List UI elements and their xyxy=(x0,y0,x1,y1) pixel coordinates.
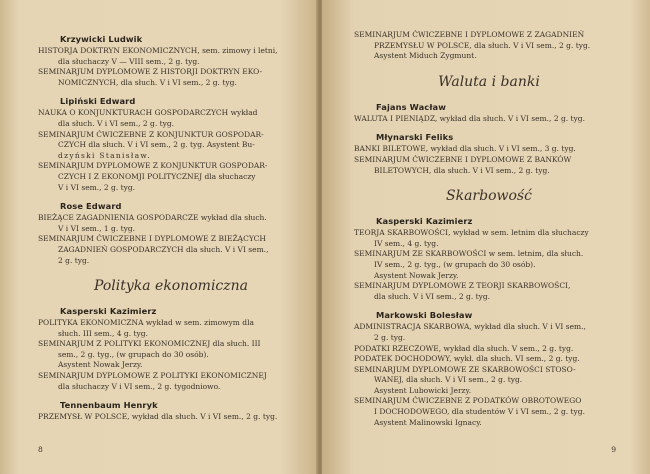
course-line: PODATKI RZECZOWE, wykład dla słuch. V sem., 2 g. tyg. xyxy=(354,343,574,353)
course-line: SEMINARJUM DYPLOMOWE ZE SKARBOWOŚCI STOSO- xyxy=(354,364,576,374)
course-line: SEMINARJUM ĆWICZEBNE I DYPLOMOWE Z BIEŻĄCYCH xyxy=(38,234,266,244)
course-line: SEMINARJUM ĆWICZEBNE Z KONJUNKTUR GOSPODAR- xyxy=(38,129,264,139)
course-block xyxy=(354,216,624,302)
right-page xyxy=(322,0,650,474)
course-block xyxy=(38,306,304,392)
lecturer-name: Kasperski Kazimierz xyxy=(60,306,157,317)
course-line: SEMINARJUM DYPLOMOWE Z KONJUNKTUR GOSPODAR- xyxy=(38,161,268,171)
lecturer-name: Tennenbaum Henryk xyxy=(60,400,158,411)
course-line: słuch. III sem., 4 g. tyg. xyxy=(58,328,148,338)
course-line: Asystent Nowak Jerzy. xyxy=(374,270,459,280)
course-line: dzyński Stanisław. xyxy=(58,150,151,160)
lecturer-name: Markowski Bolesław xyxy=(376,310,473,321)
section-title: Polityka ekonomiczna xyxy=(93,278,249,295)
course-block xyxy=(354,132,624,176)
course-line: SEMINARJUM ĆWICZEBNE Z PODATKÓW OBROTOWEGO xyxy=(354,396,582,406)
lecturer-name: Rose Edward xyxy=(60,201,122,212)
course-line: ZAGADNIEŃ GOSPODARCZYCH dla słuch. V i VI sem., xyxy=(58,244,269,254)
course-line: SEMINARJUM DYPLOMOWE Z HISTORJI DOKTRYN EKO- xyxy=(38,67,263,77)
page-number: 8 xyxy=(38,445,43,454)
course-line: PRZEMYSŁU W POLSCE, dla słuch. V i VI sem., 2 g. tyg. xyxy=(374,40,591,50)
left-page xyxy=(0,0,318,474)
course-line: SEMINARJUM DYPLOMOWE Z POLITYKI EKONOMICZNEJ xyxy=(38,371,267,381)
lecturer-name: Fajans Wacław xyxy=(376,101,446,112)
course-line: dla słuchaczy V — VIII sem., 2 g. tyg. xyxy=(58,56,200,66)
course-line: 2 g. tyg. xyxy=(58,255,90,265)
course-line: V i VI sem., 1 g. tyg. xyxy=(58,223,136,233)
lecturer-name: Lipiński Edward xyxy=(60,96,136,107)
course-line: SEMINARJUM ĆWICZEBNE I DYPLOMOWE Z BANKÓW xyxy=(354,154,572,164)
course-line: IV sem., 4 g. tyg. xyxy=(374,238,439,248)
course-line: WANEJ, dla słuch. V i VI sem., 2 g. tyg. xyxy=(374,375,523,385)
course-line: SEMINARJUM Z POLITYKI EKONOMICZNEJ dla słuch. III xyxy=(38,339,261,349)
course-line: 2 g. tyg. xyxy=(374,332,406,342)
course-line: Asystent Malinowski Ignacy. xyxy=(374,417,482,427)
course-block xyxy=(38,201,304,266)
course-line: Asystent Nowak Jerzy. xyxy=(58,360,143,370)
course-line: SEMINARJUM DYPLOMOWE Z TEORJI SKARBOWOŚCI, xyxy=(354,281,571,291)
course-line: BIEŻĄCE ZAGADNIENIA GOSPODARCZE wykład dla słuch. xyxy=(38,213,267,223)
course-block xyxy=(38,34,304,88)
course-line: Asystent Miduch Zygmunt. xyxy=(374,51,477,61)
course-line: V i VI sem., 2 g. tyg. xyxy=(58,182,136,192)
course-line: dla słuchaczy V i VI sem., 2 g. tygodniowo. xyxy=(58,381,221,391)
course-line: CZYCH dla słuch. V i VI sem., 2 g. tyg. Asystent Bu- xyxy=(58,140,255,150)
lecturer-name: Kasperski Kazimierz xyxy=(376,216,473,227)
course-block xyxy=(354,30,624,62)
course-line: BILETOWYCH, dla słuch. V i VI sem., 2 g. tyg. xyxy=(374,165,550,175)
course-line: PRZEMYSŁ W POLSCE, wykład dla słuch. V i VI sem., 2 g. tyg. xyxy=(38,412,278,422)
course-line: HISTORJA DOKTRYN EKONOMICZNYCH, sem. zimowy i letni, xyxy=(38,46,278,55)
course-block xyxy=(354,310,624,428)
course-line: IV sem., 2 g. tyg., (w grupach do 30 osób). xyxy=(374,259,536,269)
course-line: ADMINISTRACJA SKARBOWA, wykład dla słuch. V i VI sem., xyxy=(354,322,586,332)
course-line: NAUKA O KONJUNKTURACH GOSPODARCZYCH wykład xyxy=(38,108,258,118)
course-line: Asystent Lubowicki Jerzy. xyxy=(374,385,472,395)
course-line: I DOCHODOWEGO, dla studentów V i VI sem., 2 g. tyg. xyxy=(374,407,585,417)
course-block xyxy=(38,96,304,193)
course-line: PODATEK DOCHODOWY, wykł. dla słuch. VI sem., 2 g. tyg. xyxy=(354,354,580,364)
course-line: BANKI BILETOWE, wykład dla słuch. V i VI sem., 3 g. tyg. xyxy=(354,144,576,154)
course-line: TEORJA SKARBOWOŚCI, wykład w sem. letnim dla słuchaczy xyxy=(354,228,589,238)
course-line: POLITYKA EKONOMICZNA wykład w sem. zimowym dla xyxy=(38,318,254,328)
course-line: SEMINARJUM ĆWICZEBNE I DYPLOMOWE Z ZAGADNIEŃ xyxy=(354,30,585,39)
lecturer-name: Krzywicki Ludwik xyxy=(60,34,143,44)
course-line: WALUTA I PIENIĄDZ, wykład dla słuch. V i VI sem., 2 g. tyg. xyxy=(354,113,585,123)
course-line: CZYCH I Z EKONOMJI POLITYCZNEJ dla słuchaczy xyxy=(58,171,256,181)
course-line: NOMICZNYCH, dla słuch. V i VI sem., 2 g. tyg. xyxy=(58,77,237,87)
course-line: dla słuch. V i VI sem., 2 g. tyg. xyxy=(374,291,491,301)
course-block xyxy=(38,400,304,423)
section-title: Waluta i banki xyxy=(438,73,540,90)
course-block xyxy=(354,102,624,125)
course-line: SEMINARJUM ZE SKARBOWOŚCI w sem. letnim, dla słuch. xyxy=(354,249,584,259)
page-number: 9 xyxy=(611,445,616,454)
section-title: Skarbowość xyxy=(446,188,532,205)
course-line: dla słuch. V i VI sem., 2 g. tyg. xyxy=(58,118,175,128)
course-line: sem., 2 g. tyg., (w grupach do 30 osób). xyxy=(58,349,209,359)
lecturer-name: Młynarski Feliks xyxy=(376,132,454,143)
